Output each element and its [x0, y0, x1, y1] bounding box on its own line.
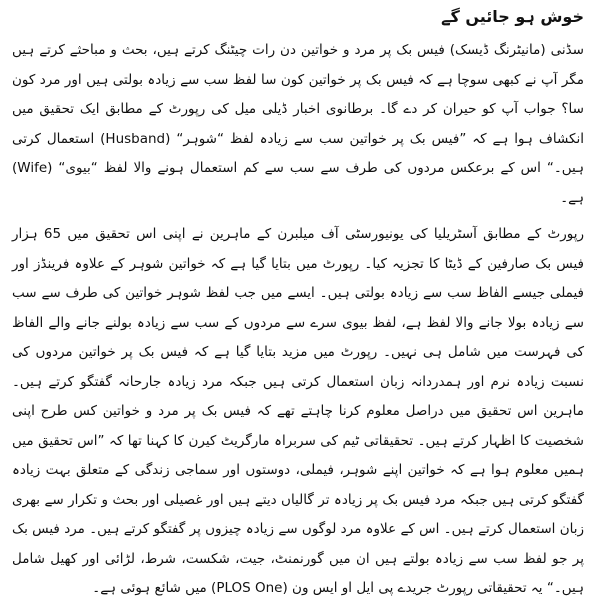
article-paragraph-1: سڈنی (مانیٹرنگ ڈیسک) فیس بک پر مرد و خواتین دن رات چیٹنگ کرتے ہیں، بحث و مباحثے کرتے ہیں مگر آپ نے کبھی سوچا ہے کہ فیس بک پر خواتین کون سا لفظ سب سے زیادہ بولتی ہیں اور مرد کون سا؟ جواب آپ کو حیران کر دے گا۔ برطانوی اخبار ڈیلی میل کی رپورٹ کے مطابق ایک تحقیق میں انکشاف ہوا ہے کہ ”فیس بک پر خواتین سب سے زیادہ لفظ “شوہر“ (Husband) استعمال کرتی ہیں۔“ اس کے برعکس مردوں کی طرف سے سب سے کم استعمال ہونے والا لفظ “بیوی“ (Wife) ہے۔	[12, 42, 584, 206]
article-paragraph-2: رپورٹ کے مطابق آسٹریلیا کی یونیورسٹی آف میلبرن کے ماہرین نے اپنی اس تحقیق میں 65 ہزار فیس بک صارفین کے ڈیٹا کا تجزیہ کیا۔ رپورٹ میں بتایا گیا ہے کہ خواتین شوہر کے علاوہ فرینڈز اور فیملی جیسے الفاظ سب سے زیادہ بولتی ہیں۔ ایسے میں جب لفظ شوہر خواتین کی طرف سے سب سے زیادہ بولا جانے والا لفظ ہے، لفظ بیوی سرے سے مردوں کے سب سے زیادہ بولنے جانے والے الفاظ کی فہرست میں شامل ہی نہیں۔ رپورٹ میں مزید بتایا گیا ہے کہ فیس بک پر خواتین مردوں کی نسبت زیادہ نرم اور ہمدردانہ زبان استعمال کرتی ہیں جبکہ مرد زیادہ جارحانہ گفتگو کرتے ہیں۔ ماہرین اس تحقیق میں دراصل معلوم کرنا چاہتے تھے کہ فیس بک پر مرد و خواتین کس طرح اپنی شخصیت کا اظہار کرتے ہیں۔ تحقیقاتی ٹیم کی سربراہ مارگریٹ کیرن کا کہنا تھا کہ ”اس تحقیق میں ہمیں معلوم ہوا ہے کہ خواتین اپنے شوہر، فیملی، دوستوں اور سماجی زندگی کے متعلق بہت زیادہ گفتگو کرتی ہیں جبکہ مرد فیس بک پر زیادہ تر گالیاں دیتے ہیں اور غصیلی اور بحث و تکرار سے بھری زبان استعمال کرتے ہیں۔ اس کے علاوہ مرد لوگوں سے زیادہ چیزوں پر گفتگو کرتے ہیں۔ مرد فیس بک پر جو لفظ سب سے زیادہ بولتے ہیں ان میں گورنمنٹ، جیت، شکست، شرط، لڑائی اور کھیل شامل ہیں۔“ یہ تحقیقاتی رپورٹ جریدے پی ایل او ایس ون (PLOS One) میں شائع ہوئی ہے۔	[12, 226, 585, 596]
article-heading: خوش ہو جائیں گے	[441, 7, 584, 26]
